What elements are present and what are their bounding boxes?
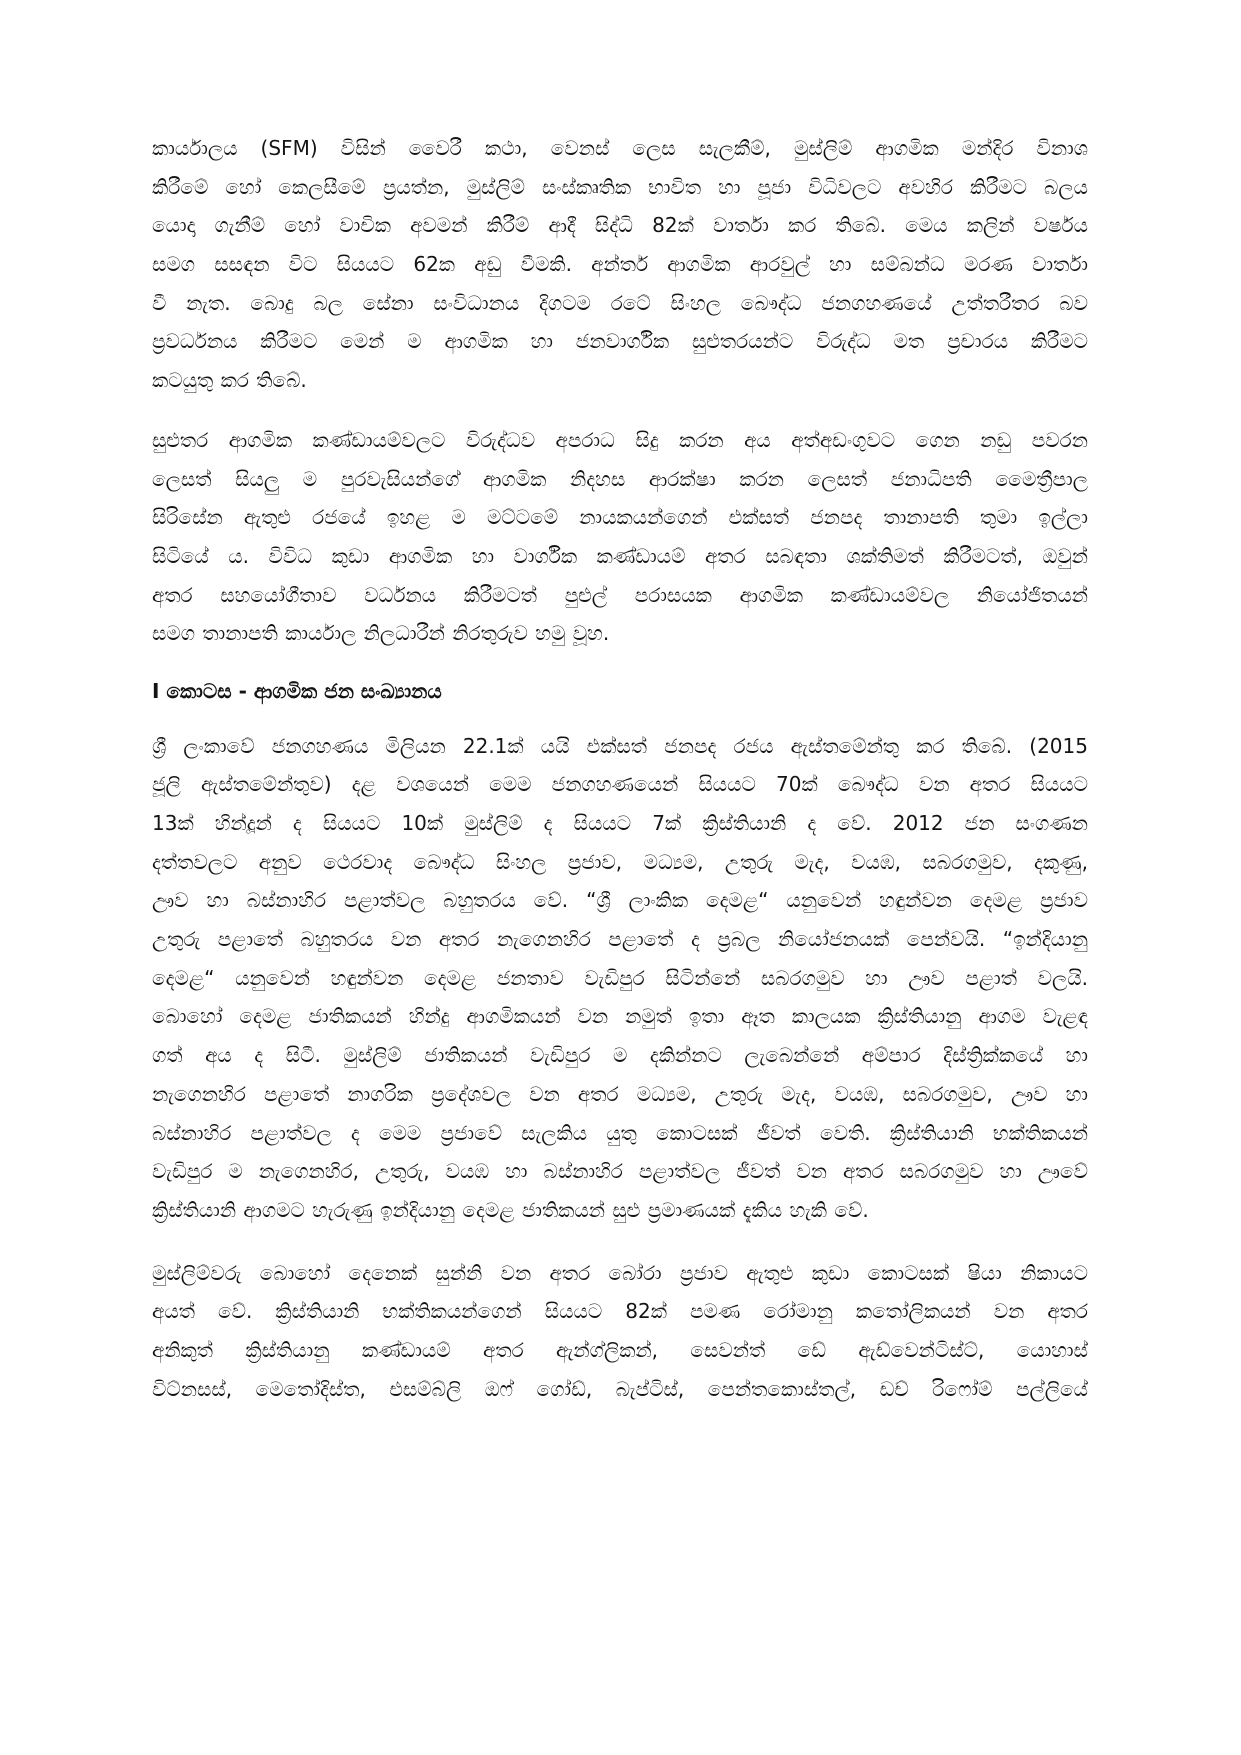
text-line: කාර්යාලය (SFM) විසින් වෛරී කථා, වෙනස් ලෙස සැලකීම්, මුස්ලිම් ආගමික මන්දිර විනාශ bbox=[152, 136, 1088, 160]
text-line: යොදා ගැනීම් හෝ වාචික අවමන් කිරීම් ආදී සිද්ධි 82ක් වාර්තා කර තිබේ. මෙය කලින් වර්ෂය bbox=[152, 213, 1088, 238]
paragraph bbox=[152, 1254, 1088, 1409]
paragraph bbox=[152, 421, 1088, 653]
text-line: බොහෝ දෙමළ ජාතිකයන් හින්දු ආගමිකයන් වන නමුත් ඉතා ඈත කාලයක ක්‍රිස්තියානු ආගම වැළඳ bbox=[152, 1004, 1088, 1029]
text-line: ලෙසත් සියලු ම පුරවැසියන්ගේ ආගමික නිදහස ආරක්ෂා කරන ලෙසත් ජනාධිපති මෛත්‍රීපාල bbox=[152, 466, 1088, 491]
text-line: වැඩිපුර ම නැගෙනහිර, උතුරු, වයඹ හා බස්නාහිර පළාත්වල ජීවත් වන අතර සබරගමුව හා ඌවේ bbox=[152, 1159, 1088, 1184]
text-line: නැගෙනහිර පළාතේ නාගරික ප්‍රදේශවල වන අතර මධ්‍යම, උතුරු මැද, වයඹ, සබරගමුව, ඌව හා bbox=[152, 1081, 1088, 1106]
text-line: වී නැත. බොදු බල සේනා සංවිධානය දිගටම රටේ සිංහල බෞද්ධ ජනගහණයේ උත්තරීතර බව bbox=[152, 290, 1088, 315]
text-line: සමග තානාපති කාර්යාල නිලධාරීන් නිරතුරුව හමු වූහ. bbox=[152, 621, 610, 646]
text-line: සමග සසඳන විට සියයට 62ක අඩු වීමකි. අන්තර් ආගමික ආරවුල් හා සම්බන්ධ මරණ වාර්තා bbox=[152, 252, 1088, 277]
text-line: ගත් අය ද සිටී. මුස්ලිම් ජාතිකයන් වැඩිපුර ම දකින්නට ලැබෙන්නේ අම්පාර දිස්ත්‍රික්කයේ හා bbox=[152, 1043, 1088, 1068]
text-line: කටයුතු කර තිබේ. bbox=[152, 368, 307, 393]
paragraph bbox=[152, 727, 1088, 1230]
text-line: 13ක් හින්දූන් ද සියයට 10ක් මුස්ලිම් ද සියයට 7ක් ක්‍රිස්තියානි ද වේ. 2012 ජන සංගණන bbox=[152, 811, 1088, 835]
text-line: ජූලි ඇස්තමේන්තුව) දළ වශයෙන් මෙම ජනගහණයෙන් සියයට 70ක් බෞද්ධ වන අතර සියයට bbox=[152, 772, 1088, 797]
text-line: අයත් වේ. ක්‍රිස්තියානි භක්තිකයන්ගෙන් සියයට 82ක් පමණ රෝමානු කතෝලිකයන් වන අතර bbox=[152, 1299, 1088, 1324]
text-line: ක්‍රිස්තියානි ආගමට හැරුණු ඉන්දියානු දෙමළ ජාතිකයන් සුළු ප්‍රමාණයක් දැකිය හැකි වේ. bbox=[152, 1197, 869, 1222]
text-line: දෙමළ“ යනුවෙන් හඳුන්වන දෙමළ ජනතාව වැඩිපුර සිටින්නේ සබරගමුව හා ඌව පළාත් වලයි. bbox=[152, 965, 1088, 990]
text-line: උතුරු පළාතේ බහුතරය වන අතර නැගෙනහිර පළාතේ ද ප්‍රබල නියෝජනයක් පෙන්වයි. “ඉන්දියානු bbox=[152, 927, 1088, 952]
text-line: ඌව හා බස්නාහිර පළාත්වල බහුතරය වේ. “ශ්‍රී ලාංකික දෙමළ“ යනුවෙන් හඳුන්වන දෙමළ ප්‍රජාව bbox=[152, 888, 1088, 913]
text-line: ශ්‍රී ලංකාවේ ජනගහණය මිලියන 22.1ක් යයි එක්සත් ජනපද රජය ඇස්තමේන්තු කර තිබේ. (2015 bbox=[152, 733, 1088, 758]
text-line: විට්නසස්, මෙතෝදිස්ත, එසම්බ්ලි ඔෆ් ගෝඩ්, බැප්ටිස්, පෙන්තකොස්තල්, ඩච් රිෆෝම් පල්ලියේ bbox=[152, 1376, 1088, 1401]
paragraph bbox=[152, 129, 1088, 400]
text-line: මුස්ලිම්වරු බොහෝ දෙනෙක් සුන්නි වන අතර බෝරා ප්‍රජාව ඇතුළු කුඩා කොටසක් ෂියා නිකායට bbox=[152, 1260, 1088, 1285]
text-line: අතර සහයෝගීතාව වර්ධනය කිරීමටත් පුළුල් පරාසයක ආගමික කණ්ඩායම්වල නියෝජිතයන් bbox=[152, 582, 1088, 607]
text-line: බස්නාහිර පළාත්වල ද මෙම ප්‍රජාවේ සැලකිය යුතු කොටසක් ජීවත් වෙති. ක්‍රිස්තියානි භක්තිකයන් bbox=[152, 1120, 1088, 1145]
section-heading: I කොටස - ආගමික ජන සංඛ්‍යානය bbox=[152, 678, 442, 703]
text-line: දත්තවලට අනුව ථෙරවාද බෞද්ධ සිංහල ප්‍රජාව, මධ්‍යම, උතුරු මැද, වයඹ, සබරගමුව, දකුණු, bbox=[152, 849, 1088, 874]
text-line: කිරීමේ හෝ කෙලසීමේ ප්‍රයත්න, මුස්ලිම් සංස්කෘතික භාවිත හා පූජා විධිවලට අවහිර කිරීමට බලය bbox=[152, 174, 1088, 199]
document-page bbox=[152, 129, 1088, 1408]
text-line: සිරිසේන ඇතුළු රජයේ ඉහළ ම මට්ටමේ නායකයන්ගෙන් එක්සත් ජනපද තානාපති තුමා ඉල්ලා bbox=[152, 505, 1088, 530]
text-line: ප්‍රවර්ධනය කිරීමට මෙන් ම ආගමික හා ජනවාර්ගික සුළුතරයන්ට විරුද්ධ මත ප්‍රචාරය කිරීමට bbox=[152, 329, 1088, 354]
text-line: සුළුතර ආගමික කණ්ඩායම්වලට විරුද්ධව අපරාධ සිදු කරන අය අත්අඩංගුවට ගෙන නඩු පවරන bbox=[152, 427, 1088, 452]
text-line: සිටියේ ය. විවිධ කුඩා ආගමික හා වාර්ගික කණ්ඩායම් අතර සබඳතා ශක්තිමත් කිරීමටත්, ඔවුන් bbox=[152, 543, 1088, 568]
text-line: අනිකුත් ක්‍රිස්තියානු කණ්ඩායම් අතර ඇන්ග්ලිකන්, සෙවන්ත් ඩේ ඇඩ්වෙන්ටිස්ට්, යොහාස් bbox=[152, 1337, 1088, 1362]
